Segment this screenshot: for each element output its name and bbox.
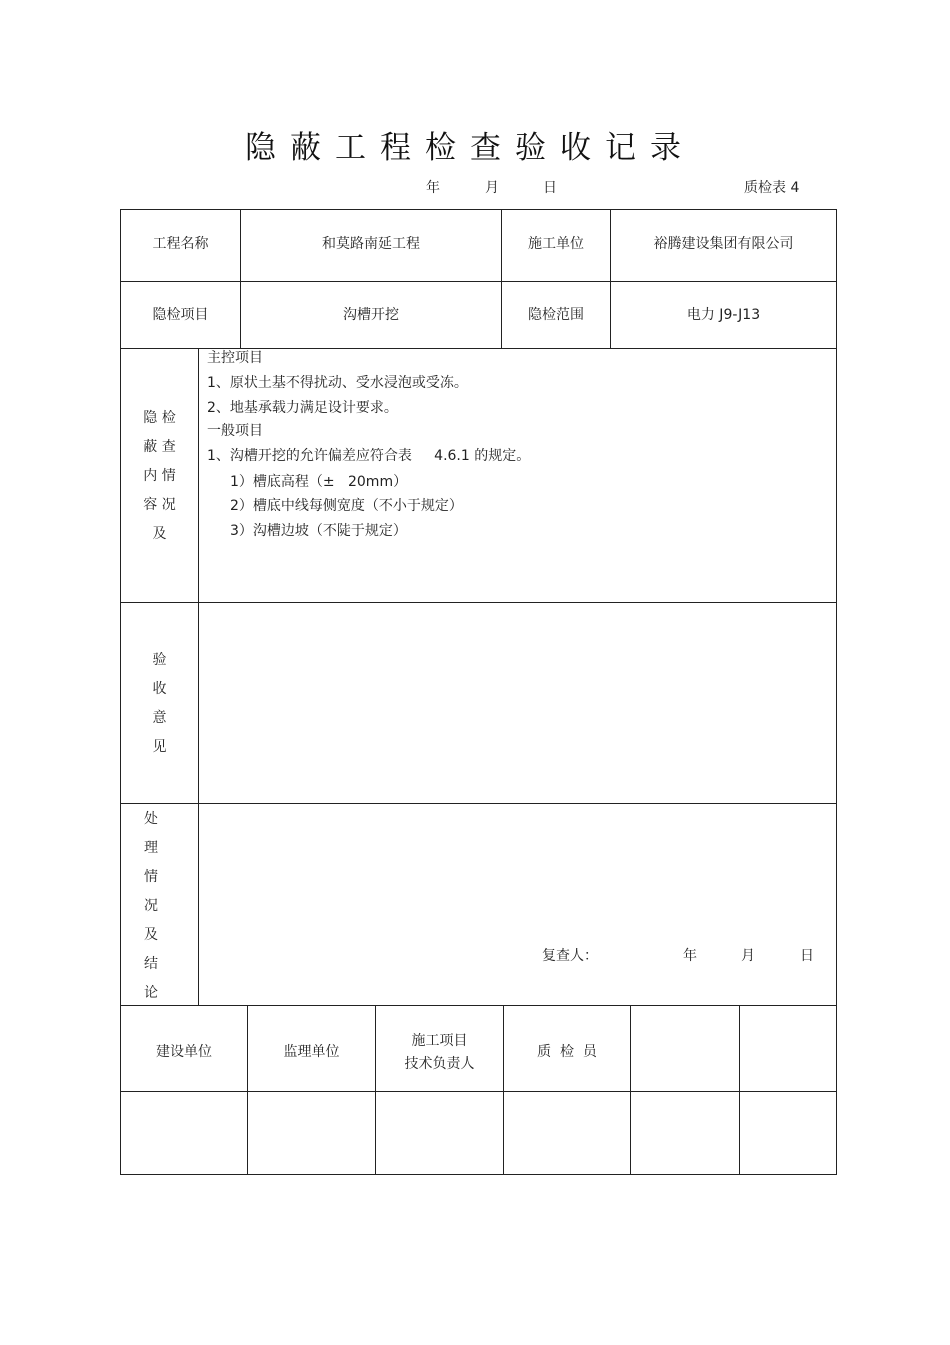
content-section-text xyxy=(207,346,827,544)
content-line: 2、地基承载力满足设计要求。 xyxy=(207,400,398,416)
content-line: 主控项目 xyxy=(207,350,263,366)
inspection-scope-label: 隐检范围 xyxy=(528,307,584,323)
project-name-label: 工程名称 xyxy=(152,236,209,252)
handling-section-label: 处 理 情 况 及 结 论 xyxy=(144,811,158,1001)
content-line: 1、原状土基不得扰动、受水浸泡或受冻。 xyxy=(207,375,468,391)
review-month: 月 xyxy=(741,948,755,964)
header-year: 年 xyxy=(426,180,440,196)
project-name-value: 和莫路南延工程 xyxy=(322,236,420,252)
contractor-label: 施工单位 xyxy=(528,236,584,252)
review-day: 日 xyxy=(800,948,814,964)
tech-lead-label: 施工项目 技术负责人 xyxy=(404,1033,475,1072)
form-number: 质检表 4 xyxy=(744,180,800,196)
builder-label: 建设单位 xyxy=(156,1044,212,1060)
page-title: 隐蔽工程检查验收记录 xyxy=(245,130,695,166)
content-line: 一般项目 xyxy=(207,423,263,439)
review-year: 年 xyxy=(683,948,697,964)
acceptance-section-label: 验 收 意 见 xyxy=(152,652,167,755)
header-day: 日 xyxy=(543,180,557,196)
content-section-label: 隐 检 蔽 查 内 情 容 况 及 xyxy=(143,410,176,542)
content-line: 1）槽底高程（± 20mm） xyxy=(230,474,408,490)
content-line: 2）槽底中线每侧宽度（不小于规定） xyxy=(230,498,463,514)
header-month: 月 xyxy=(485,180,499,196)
inspection-scope-value: 电力 J9-J13 xyxy=(686,307,761,323)
supervisor-label: 监理单位 xyxy=(283,1044,340,1060)
inspection-item-value: 沟槽开挖 xyxy=(343,307,399,323)
content-line: 3）沟槽边坡（不陡于规定） xyxy=(230,523,407,539)
inspection-item-label: 隐检项目 xyxy=(152,307,209,323)
content-line: 1、沟槽开挖的允许偏差应符合表 4.6.1 的规定。 xyxy=(207,448,531,464)
contractor-value: 裕腾建设集团有限公司 xyxy=(653,236,794,252)
reviewer-label: 复查人： xyxy=(542,948,598,964)
inspector-label: 质 检 员 xyxy=(537,1044,597,1060)
